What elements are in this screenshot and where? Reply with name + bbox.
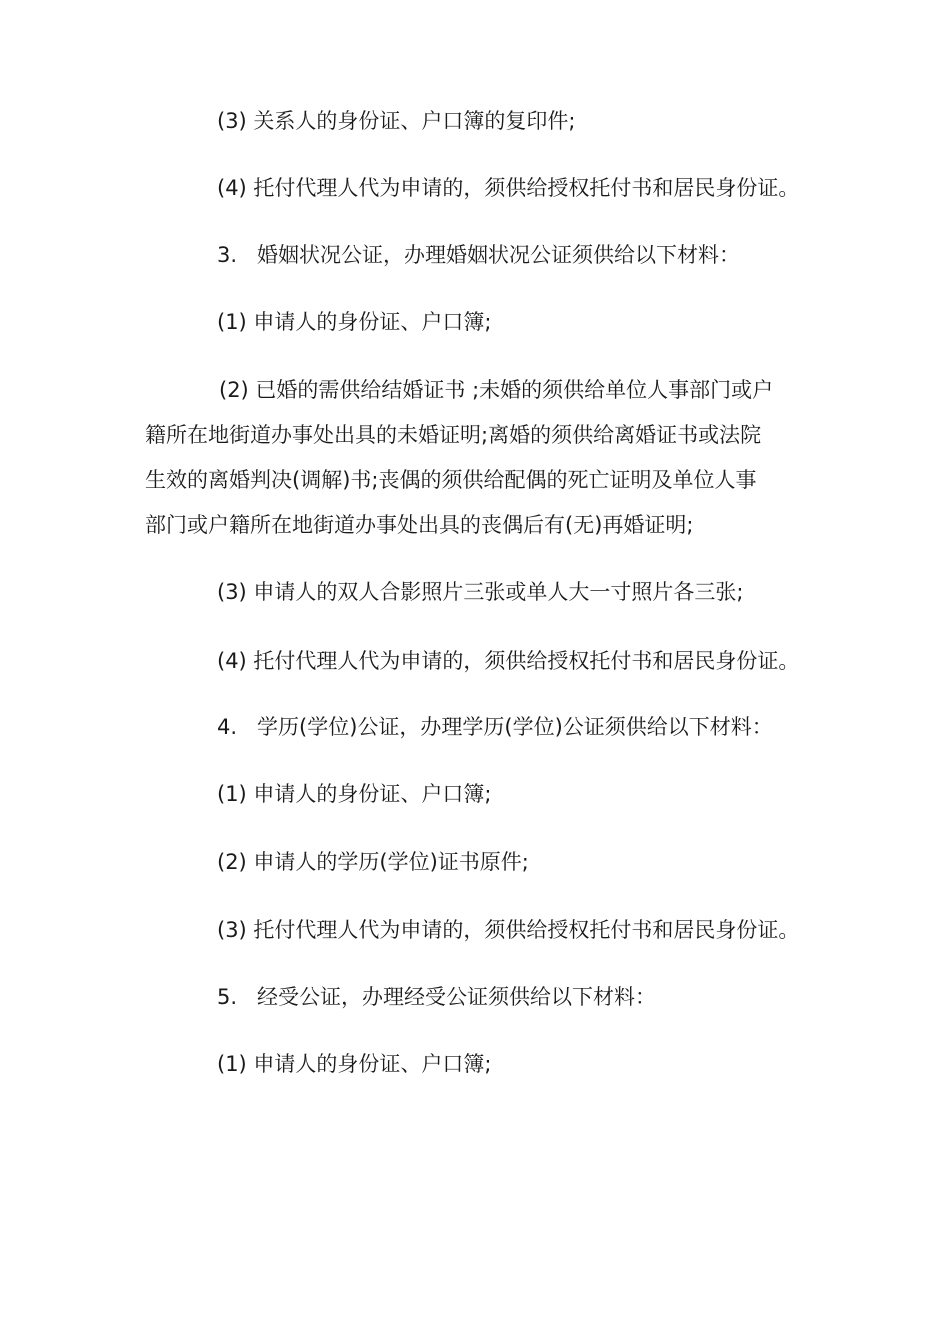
paragraph-line: (1) 申请人的身份证、户口簿; [217, 1052, 492, 1076]
section-heading [217, 983, 656, 1011]
section-heading [217, 241, 740, 269]
section-number: 3. [217, 243, 238, 267]
paragraph-line: 部门或户籍所在地街道办事处出具的丧偶后有(无)再婚证明; [145, 513, 694, 537]
paragraph-line: (1) 申请人的身份证、户口簿; [217, 310, 492, 334]
paragraph-line: (4) 托付代理人代为申请的，须供给授权托付书和居民身份证。 [217, 176, 800, 200]
section-number: 5. [217, 985, 238, 1009]
paragraph-line: (1) 申请人的身份证、户口簿; [217, 782, 492, 806]
section-heading-text: 学历(学位)公证，办理学历(学位)公证须供给以下材料： [257, 715, 773, 739]
paragraph-line: (2) 已婚的需供给结婚证书 ;未婚的须供给单位人事部门或户 [219, 378, 774, 402]
paragraph-line: 籍所在地街道办事处出具的未婚证明;离婚的须供给离婚证书或法院 [145, 423, 762, 447]
paragraph-line: (3) 托付代理人代为申请的，须供给授权托付书和居民身份证。 [217, 918, 800, 942]
paragraph-line: 生效的离婚判决(调解)书;丧偶的须供给配偶的死亡证明及单位人事 [145, 468, 757, 492]
section-number: 4. [217, 715, 238, 739]
section-heading [217, 713, 773, 741]
paragraph-line: (4) 托付代理人代为申请的，须供给授权托付书和居民身份证。 [217, 649, 800, 673]
paragraph-line: (3) 关系人的身份证、户口簿的复印件; [217, 109, 576, 133]
section-heading-text: 婚姻状况公证，办理婚姻状况公证须供给以下材料： [257, 243, 740, 267]
section-heading-text: 经受公证，办理经受公证须供给以下材料： [257, 985, 656, 1009]
paragraph-line: (3) 申请人的双人合影照片三张或单人大一寸照片各三张; [217, 580, 744, 604]
paragraph-line: (2) 申请人的学历(学位)证书原件; [217, 850, 529, 874]
